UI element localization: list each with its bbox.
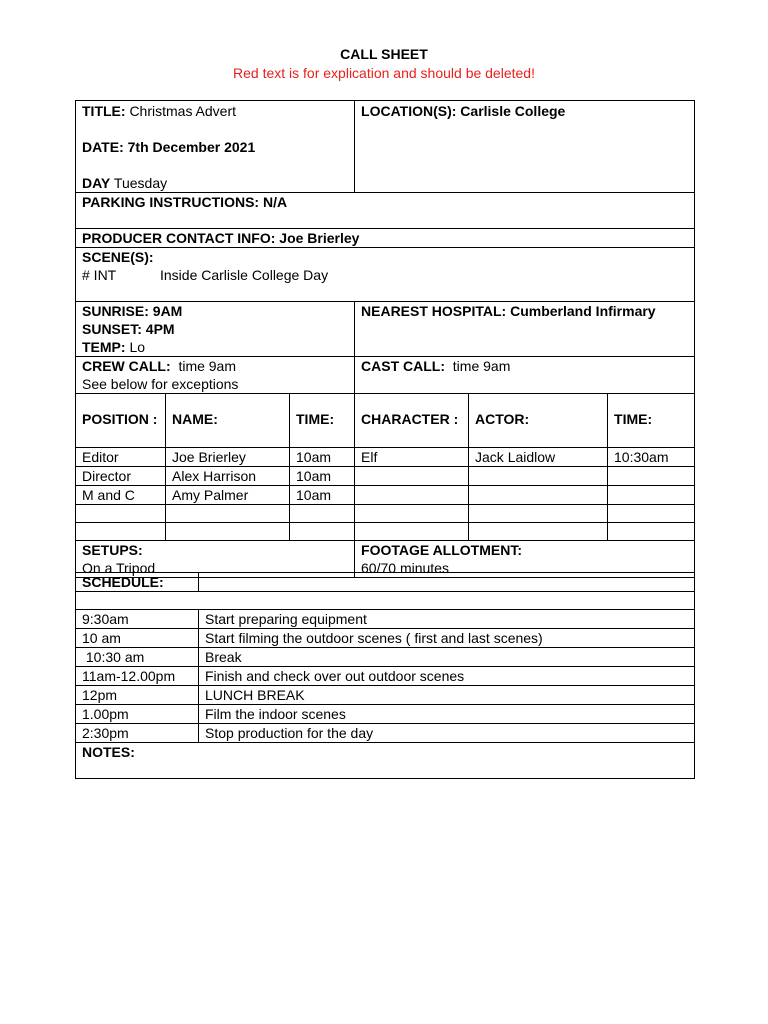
setups-label: SETUPS:	[82, 542, 143, 558]
hospital-cell	[355, 302, 695, 357]
table-row	[76, 505, 695, 523]
cast-actor	[469, 505, 608, 523]
schedule-task: Start preparing equipment	[199, 610, 695, 629]
crew-position: Director	[76, 467, 166, 486]
crew-name: Joe Brierley	[166, 448, 290, 467]
sun-temp-cell	[76, 302, 355, 357]
table-row	[76, 523, 695, 541]
hospital-label: NEAREST HOSPITAL:	[361, 303, 507, 319]
temp-value: Lo	[129, 339, 146, 355]
crew-position	[76, 505, 166, 523]
cast-call-label: CAST CALL:	[361, 358, 446, 374]
call-sheet-title: CALL SHEET	[340, 46, 428, 62]
table-row	[76, 610, 695, 629]
cast-time	[608, 467, 695, 486]
schedule-time: 10:30 am	[76, 648, 199, 667]
table-row	[76, 724, 695, 743]
crew-name: Alex Harrison	[166, 467, 290, 486]
cast-time	[608, 505, 695, 523]
crew-header-position: POSITION :	[76, 394, 166, 448]
footage-value: 60/70 minutes	[361, 560, 449, 576]
crew-time	[290, 523, 355, 541]
crew-time	[290, 505, 355, 523]
schedule-task: Film the indoor scenes	[199, 705, 695, 724]
table-row	[76, 467, 695, 486]
crew-call-note: See below for exceptions	[82, 376, 239, 392]
title-value: Christmas Advert	[129, 103, 237, 119]
table-row	[76, 448, 695, 467]
schedule-time: 12pm	[76, 686, 199, 705]
schedule-task: Stop production for the day	[199, 724, 695, 743]
cast-character	[355, 505, 469, 523]
schedule-time: 9:30am	[76, 610, 199, 629]
crew-name	[166, 505, 290, 523]
table-row	[76, 667, 695, 686]
day-label: DAY	[82, 175, 111, 191]
schedule-task: LUNCH BREAK	[199, 686, 695, 705]
crew-position	[76, 523, 166, 541]
cast-header-actor: ACTOR:	[469, 394, 608, 448]
crew-header-time: TIME:	[290, 394, 355, 448]
location-label: LOCATION(S):	[361, 103, 457, 119]
scenes-cell	[76, 248, 695, 302]
cast-character: Elf	[355, 448, 469, 467]
schedule-time: 2:30pm	[76, 724, 199, 743]
cast-time	[608, 486, 695, 505]
scenes-label: SCENE(S):	[82, 249, 154, 265]
title-label: TITLE:	[82, 103, 126, 119]
schedule-task: Finish and check over out outdoor scenes	[199, 667, 695, 686]
explication-note: Red text is for explication and should be deleted!	[233, 65, 535, 81]
sunrise: SUNRISE: 9AM	[82, 303, 183, 319]
setups-value: On a Tripod	[82, 560, 156, 576]
schedule-blank-row	[76, 592, 695, 610]
temp-label: TEMP:	[82, 339, 126, 355]
crew-time: 10am	[290, 467, 355, 486]
cast-character	[355, 467, 469, 486]
footage-label: FOOTAGE ALLOTMENT:	[361, 542, 522, 558]
table-row	[76, 592, 695, 610]
crew-time: 10am	[290, 448, 355, 467]
title-date-cell	[76, 101, 355, 193]
schedule-header-blank	[199, 573, 695, 592]
schedule-task: Break	[199, 648, 695, 667]
cast-actor	[469, 486, 608, 505]
cast-actor	[469, 467, 608, 486]
cast-character	[355, 523, 469, 541]
crew-name: Amy Palmer	[166, 486, 290, 505]
crew-time: 10am	[290, 486, 355, 505]
scene-number: # INT	[82, 267, 117, 283]
crew-call-value: time 9am	[178, 358, 237, 374]
hospital-value: Cumberland Infirmary	[510, 303, 656, 319]
table-row	[76, 648, 695, 667]
sunset: SUNSET: 4PM	[82, 321, 175, 337]
crew-header-name: NAME:	[166, 394, 290, 448]
notes-cell: NOTES:	[76, 743, 695, 779]
date-label: DATE: 7th December 2021	[82, 139, 256, 155]
table-row	[76, 486, 695, 505]
scene-description: Inside Carlisle College Day	[160, 267, 329, 283]
schedule-time: 11am-12.00pm	[76, 667, 199, 686]
table-row	[76, 686, 695, 705]
call-sheet-table	[75, 100, 695, 578]
crew-position: Editor	[76, 448, 166, 467]
producer-contact: PRODUCER CONTACT INFO: Joe Brierley	[76, 229, 695, 248]
crew-call-cell	[76, 357, 355, 394]
cast-call-cell	[355, 357, 695, 394]
cast-character	[355, 486, 469, 505]
schedule-table	[75, 572, 695, 779]
schedule-time: 10 am	[76, 629, 199, 648]
schedule-time: 1.00pm	[76, 705, 199, 724]
crew-position: M and C	[76, 486, 166, 505]
table-row	[76, 629, 695, 648]
crew-name	[166, 523, 290, 541]
cast-actor	[469, 523, 608, 541]
cast-time: 10:30am	[608, 448, 695, 467]
location-cell	[355, 101, 695, 193]
cast-header-character: CHARACTER :	[355, 394, 469, 448]
table-row	[76, 705, 695, 724]
day-value: Tuesday	[113, 175, 168, 191]
schedule-label: SCHEDULE:	[76, 573, 199, 592]
cast-actor: Jack Laidlow	[469, 448, 608, 467]
schedule-task: Start filming the outdoor scenes ( first and last scenes)	[199, 629, 695, 648]
location-value: Carlisle College	[460, 103, 566, 119]
parking-instructions: PARKING INSTRUCTIONS: N/A	[76, 193, 695, 229]
cast-header-time: TIME:	[608, 394, 695, 448]
crew-call-label: CREW CALL:	[82, 358, 171, 374]
cast-call-value: time 9am	[452, 358, 511, 374]
cast-time	[608, 523, 695, 541]
